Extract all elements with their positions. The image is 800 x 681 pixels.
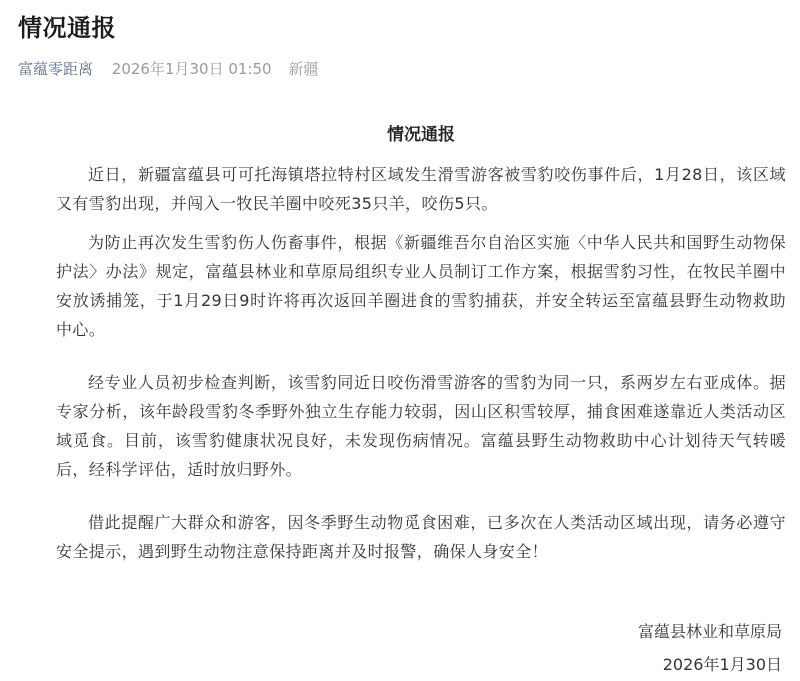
publish-location: 新疆 bbox=[288, 60, 319, 78]
paragraph-1: 近日，新疆富蕴县可可托海镇塔拉特村区域发生滑雪游客被雪豹咬伤事件后，1月28日，该区域又有雪豹出现，并闯入一牧民羊圈中咬死35只羊，咬伤5只。 bbox=[56, 165, 786, 213]
account-name-link[interactable]: 富蕴零距离 bbox=[18, 60, 94, 78]
paragraph-4: 借此提醒广大群众和游客，因冬季野生动物觅食困难，已多次在人类活动区域出现，请务必遵守安全提示，遇到野生动物注意保持距离并及时报警，确保人身安全！ bbox=[56, 513, 786, 561]
signature-date: 2026年1月30日 bbox=[662, 655, 782, 674]
signature-org: 富蕴县林业和草原局 bbox=[637, 622, 782, 641]
article-title: 情况通报 bbox=[18, 14, 116, 42]
article-meta bbox=[18, 58, 318, 79]
publish-time: 2026年1月30日 01:50 bbox=[111, 60, 272, 78]
paragraph-2: 为防止再次发生雪豹伤人伤畜事件，根据《新疆维吾尔自治区实施〈中华人民共和国野生动物保护法〉办法》规定，富蕴县林业和草原局组织专业人员制订工作方案，根据雪豹习性，在牧民羊圈中安放诱捕笼，于1月29日9时许将再次返回羊圈进食的雪豹捕获，并安全转运至富蕴县野生动物救助中心。 bbox=[56, 233, 786, 339]
paragraph-3: 经专业人员初步检查判断，该雪豹同近日咬伤滑雪游客的雪豹为同一只，系两岁左右亚成体。据专家分析，该年龄段雪豹冬季野外独立生存能力较弱，因山区积雪较厚，捕食困难遂靠近人类活动区域觅食。目前，该雪豹健康状况良好，未发现伤病情况。富蕴县野生动物救助中心计划待天气转暖后，经科学评估，适时放归野外。 bbox=[56, 373, 786, 479]
document-title: 情况通报 bbox=[387, 125, 455, 145]
